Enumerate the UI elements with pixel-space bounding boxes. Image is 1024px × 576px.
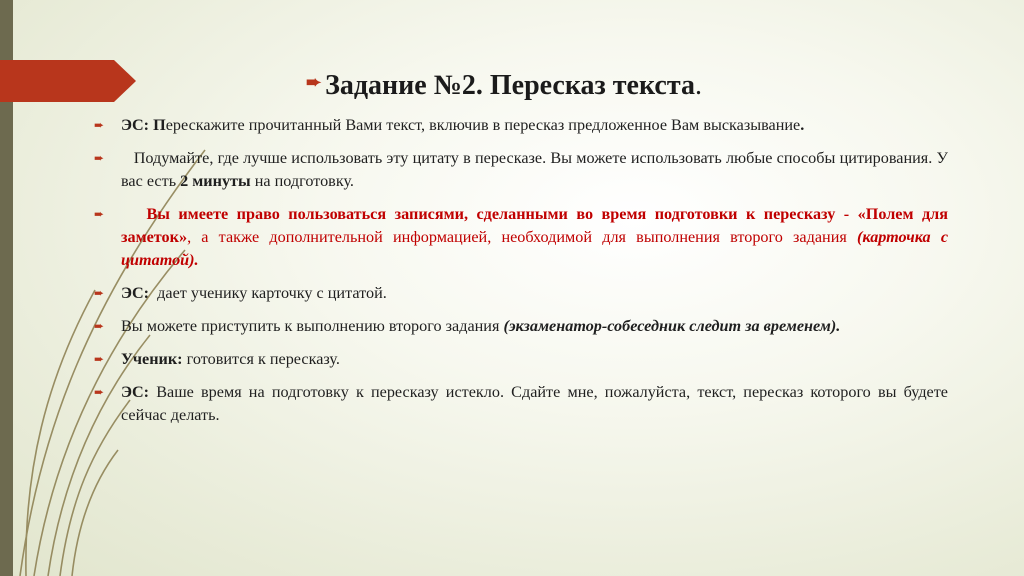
arrow-bullet-icon: ➨	[94, 385, 105, 399]
list-item	[94, 203, 953, 272]
slide-title	[306, 70, 702, 102]
list-item	[94, 381, 948, 427]
speaker-label: Ученик:	[121, 350, 183, 368]
item-text: Вы можете приступить к выполнению второго задания	[121, 317, 504, 335]
item-text-end: на подготовку.	[250, 172, 354, 190]
item-text: Подумайте, где лучше использовать эту цитату в пересказе. Вы можете использовать любые способы цитирования. У вас есть	[121, 149, 953, 190]
list-item	[94, 282, 948, 305]
examiner-note: (экзаменатор-собеседник следит за временем).	[503, 317, 841, 335]
arrow-bullet-icon: ➨	[94, 286, 105, 300]
arrow-bullet-icon: ➨	[94, 319, 105, 333]
speaker-label: ЭС:	[121, 284, 150, 302]
emphasis-text: Вы имеете право пользоваться записями, сделанными во время подготовки к пересказу - «Полем для заметок»	[121, 205, 953, 246]
item-text: , а также дополнительной информацией, необходимой для выполнения второго задания	[187, 228, 858, 246]
item-text: ерескажите прочитанный Вами текст, включив в пересказ предложенное Вам высказывание	[165, 116, 801, 134]
arrow-bullet-icon: ➨	[94, 151, 105, 165]
list-item	[94, 315, 948, 338]
item-text: Ваше время на подготовку к пересказу истекло. Сдайте мне, пожалуйста, текст, пересказ которого вы будете сейчас делать.	[121, 383, 948, 424]
arrow-bullet-icon: ➨	[94, 352, 105, 366]
item-text: готовится к пересказу.	[182, 350, 340, 368]
arrow-bullet-icon: ➨	[94, 118, 105, 132]
list-item	[94, 147, 953, 193]
list-item	[94, 348, 948, 371]
title-period: .	[694, 70, 702, 101]
red-arrow-tab	[0, 60, 140, 102]
arrow-bullet-icon: ➨	[306, 72, 322, 92]
time-emphasis: 2 минуты	[180, 172, 251, 190]
content-list	[94, 114, 953, 437]
arrow-bullet-icon: ➨	[94, 207, 105, 221]
card-note: (карточка с цитатой).	[121, 228, 949, 269]
speaker-label: ЭС:	[121, 383, 150, 401]
title-text: Задание №2. Пересказ текста	[325, 70, 695, 101]
item-text: дает ученику карточку с цитатой.	[149, 284, 387, 302]
speaker-label: ЭС: П	[121, 116, 166, 134]
item-text-end: .	[800, 116, 805, 134]
list-item	[94, 114, 948, 137]
